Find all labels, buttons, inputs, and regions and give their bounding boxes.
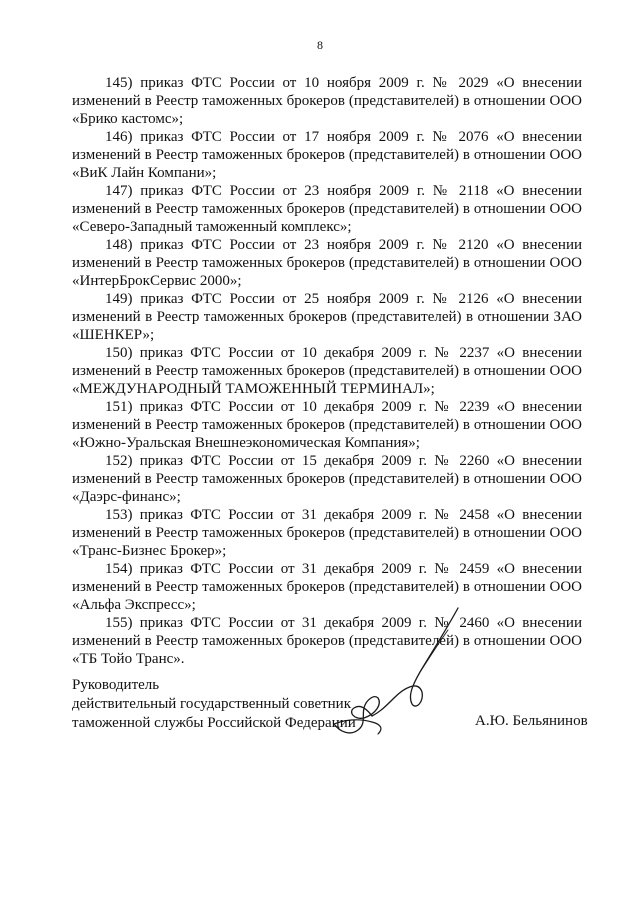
order-list bbox=[72, 74, 582, 668]
signer-name: А.Ю. Бельянинов bbox=[475, 713, 588, 729]
list-item: 155) приказ ФТС России от 31 декабря 2009 г. № 2460 «О внесении изменений в Реестр таможенных брокеров (представителей) в отношении ООО «ТБ Тойо Транс». bbox=[72, 615, 582, 667]
list-item: 150) приказ ФТС России от 10 декабря 2009 г. № 2237 «О внесении изменений в Реестр таможенных брокеров (представителей) в отношении ООО «МЕЖДУНАРОДНЫЙ ТАМОЖЕННЫЙ ТЕРМИНАЛ»; bbox=[72, 345, 582, 397]
list-item: 146) приказ ФТС России от 17 ноября 2009 г. № 2076 «О внесении изменений в Реестр таможенных брокеров (представителей) в отношении ООО «ВиК Лайн Компани»; bbox=[72, 129, 582, 181]
list-item: 148) приказ ФТС России от 23 ноября 2009 г. № 2120 «О внесении изменений в Реестр таможенных брокеров (представителей) в отношении ООО «ИнтерБрокСервис 2000»; bbox=[72, 237, 582, 289]
list-item: 152) приказ ФТС России от 15 декабря 2009 г. № 2260 «О внесении изменений в Реестр таможенных брокеров (представителей) в отношении ООО «Даэрс-финанс»; bbox=[72, 453, 582, 505]
list-item: 151) приказ ФТС России от 10 декабря 2009 г. № 2239 «О внесении изменений в Реестр таможенных брокеров (представителей) в отношении ООО «Южно-Уральская Внешнеэкономическая Компания»; bbox=[72, 399, 582, 451]
list-item: 153) приказ ФТС России от 31 декабря 2009 г. № 2458 «О внесении изменений в Реестр таможенных брокеров (представителей) в отношении ООО «Транс-Бизнес Брокер»; bbox=[72, 507, 582, 559]
signer-position-title: Руководитель bbox=[72, 677, 160, 693]
list-item: 149) приказ ФТС России от 25 ноября 2009 г. № 2126 «О внесении изменений в Реестр таможенных брокеров (представителей) в отношении ЗАО «ШЕНКЕР»; bbox=[72, 291, 582, 343]
list-item: 154) приказ ФТС России от 31 декабря 2009 г. № 2459 «О внесении изменений в Реестр таможенных брокеров (представителей) в отношении ООО «Альфа Экспресс»; bbox=[72, 561, 582, 613]
signer-service-line: таможенной службы Российской Федерации bbox=[72, 715, 356, 731]
page-number: 8 bbox=[317, 38, 323, 52]
list-item: 145) приказ ФТС России от 10 ноября 2009 г. № 2029 «О внесении изменений в Реестр таможенных брокеров (представителей) в отношении ООО «Брико кастомс»; bbox=[72, 75, 582, 127]
list-item: 147) приказ ФТС России от 23 ноября 2009 г. № 2118 «О внесении изменений в Реестр таможенных брокеров (представителей) в отношении ООО «Северо-Западный таможенный комплекс»; bbox=[72, 183, 582, 235]
signer-rank-line: действительный государственный советник bbox=[72, 696, 352, 712]
